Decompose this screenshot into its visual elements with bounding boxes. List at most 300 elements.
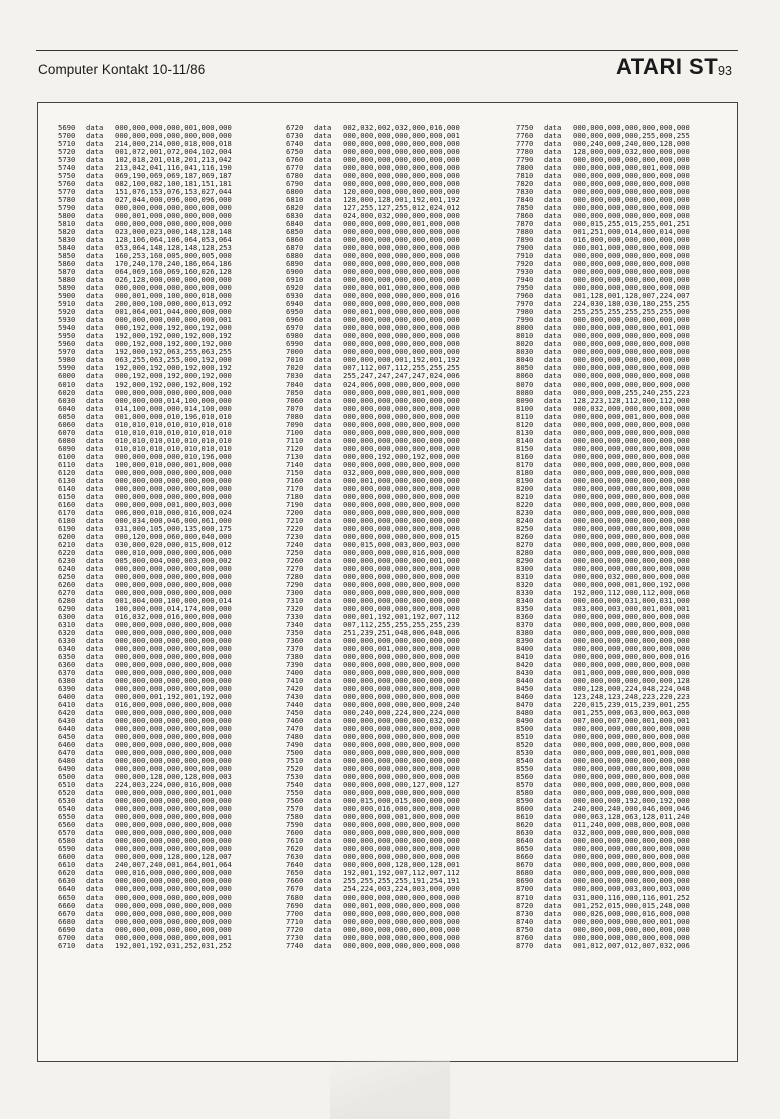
listing-line [516, 709, 690, 717]
line-number: 6510 [58, 781, 76, 790]
line-number: 8430 [516, 669, 534, 678]
data-values: 064,069,160,069,160,026,128 [115, 268, 232, 277]
listing-line [58, 276, 232, 284]
listing-line [286, 926, 460, 934]
listing-line [286, 637, 460, 645]
line-number: 6930 [286, 292, 304, 301]
data-keyword: data [86, 156, 104, 165]
data-keyword: data [544, 508, 562, 517]
data-keyword: data [86, 661, 104, 670]
data-values: 000,000,000,000,000,000,000 [343, 324, 460, 333]
listing-line [286, 845, 460, 853]
line-number: 7690 [286, 901, 304, 910]
data-keyword: data [314, 869, 332, 878]
listing-line [58, 845, 232, 853]
line-number: 8260 [516, 532, 534, 541]
data-keyword: data [86, 340, 104, 349]
line-number: 8290 [516, 556, 534, 565]
line-number: 8640 [516, 837, 534, 846]
listing-line [58, 813, 232, 821]
data-values: 000,000,000,000,000,000,000 [343, 396, 460, 405]
data-values: 000,000,000,000,000,000,000 [343, 845, 460, 854]
data-values: 000,000,000,000,000,000,000 [115, 468, 232, 477]
listing-line [58, 877, 232, 885]
data-values: 000,000,000,000,010,196,000 [115, 452, 232, 461]
data-keyword: data [86, 917, 104, 926]
line-number: 7240 [286, 540, 304, 549]
data-keyword: data [544, 869, 562, 878]
data-values: 200,000,100,000,000,013,092 [115, 300, 232, 309]
data-values: 082,100,082,100,181,151,181 [115, 180, 232, 189]
data-values: 000,000,000,000,127,000,127 [343, 781, 460, 790]
data-keyword: data [86, 236, 104, 245]
listing-line [516, 124, 690, 132]
data-values: 000,000,000,000,000,000,000 [115, 564, 232, 573]
listing-line [58, 324, 232, 332]
line-number: 8160 [516, 452, 534, 461]
data-keyword: data [544, 789, 562, 798]
listing-line [286, 613, 460, 621]
listing-line [58, 469, 232, 477]
line-number: 6070 [58, 428, 76, 437]
data-values: 000,032,000,000,000,000,000 [573, 404, 690, 413]
data-keyword: data [86, 148, 104, 157]
listing-line [516, 942, 690, 950]
line-number: 7440 [286, 701, 304, 710]
data-values: 000,000,000,000,000,000,000 [573, 508, 690, 517]
data-values: 000,000,000,000,000,000,000 [573, 628, 690, 637]
data-keyword: data [314, 252, 332, 261]
data-keyword: data [86, 596, 104, 605]
page-header [38, 52, 738, 82]
data-keyword: data [544, 677, 562, 686]
listing-line [516, 661, 690, 669]
data-values: 000,000,000,000,000,000,000 [115, 653, 232, 662]
data-keyword: data [314, 284, 332, 293]
data-values: 000,000,000,001,000,000,000 [343, 813, 460, 822]
line-number: 7670 [286, 885, 304, 894]
data-keyword: data [544, 853, 562, 862]
data-values: 000,000,000,000,000,001,000 [573, 917, 690, 926]
data-keyword: data [314, 564, 332, 573]
listing-line [286, 389, 460, 397]
data-values: 000,000,000,000,000,000,000 [573, 861, 690, 870]
data-keyword: data [86, 540, 104, 549]
data-values: 000,000,000,000,000,000,000 [343, 925, 460, 934]
data-keyword: data [314, 276, 332, 285]
listing-line [58, 477, 232, 485]
line-number: 7400 [286, 669, 304, 678]
line-number: 6150 [58, 492, 76, 501]
data-keyword: data [314, 861, 332, 870]
line-number: 6230 [58, 556, 76, 565]
listing-line [286, 164, 460, 172]
listing-line [286, 324, 460, 332]
data-values: 102,018,201,018,201,213,042 [115, 156, 232, 165]
data-keyword: data [86, 685, 104, 694]
line-number: 5970 [58, 348, 76, 357]
data-keyword: data [86, 653, 104, 662]
listing-line [58, 164, 232, 172]
line-number: 5760 [58, 180, 76, 189]
listing-line [516, 773, 690, 781]
data-values: 000,000,000,000,000,000,000 [573, 124, 690, 132]
data-values: 000,000,000,000,000,000,000 [343, 677, 460, 686]
line-number: 6180 [58, 516, 76, 525]
data-values: 000,000,000,000,000,000,000 [573, 516, 690, 525]
listing-line [516, 421, 690, 429]
data-values: 000,000,000,000,000,000,000 [573, 548, 690, 557]
data-values: 000,000,000,000,000,000,000 [343, 909, 460, 918]
listing-line [516, 469, 690, 477]
data-keyword: data [86, 484, 104, 493]
data-values: 123,248,123,248,223,220,223 [573, 693, 690, 702]
listing-line [516, 805, 690, 813]
data-values: 000,000,000,000,000,000,000 [115, 388, 232, 397]
line-number: 6800 [286, 188, 304, 197]
line-number: 8150 [516, 444, 534, 453]
listing-line [58, 541, 232, 549]
listing-line [58, 757, 232, 765]
data-keyword: data [314, 637, 332, 645]
data-values: 000,000,000,000,000,000,000 [115, 765, 232, 774]
data-keyword: data [86, 733, 104, 742]
line-number: 8110 [516, 412, 534, 421]
data-keyword: data [544, 877, 562, 886]
line-number: 7260 [286, 556, 304, 565]
listing-line [286, 934, 460, 942]
listing-line [516, 132, 690, 140]
data-keyword: data [314, 148, 332, 157]
listing-line [286, 894, 460, 902]
listing-line [286, 364, 460, 372]
listing-line [58, 517, 232, 525]
data-values: 000,000,000,000,000,000,000 [573, 532, 690, 541]
data-keyword: data [314, 709, 332, 718]
listing-line [58, 589, 232, 597]
line-number: 7550 [286, 789, 304, 798]
data-values: 000,000,000,000,000,000,000 [573, 845, 690, 854]
data-values: 000,000,000,000,000,000,000 [115, 492, 232, 501]
data-values: 000,000,000,000,000,000,000 [573, 564, 690, 573]
data-values: 128,106,064,106,064,053,064 [115, 236, 232, 245]
data-keyword: data [314, 604, 332, 613]
data-keyword: data [544, 124, 562, 132]
line-number: 8720 [516, 901, 534, 910]
data-keyword: data [544, 749, 562, 758]
data-keyword: data [314, 236, 332, 245]
line-number: 6370 [58, 669, 76, 678]
line-number: 7220 [286, 524, 304, 533]
data-values: 000,001,000,000,000,000,000 [343, 901, 460, 910]
line-number: 5820 [58, 228, 76, 237]
data-values: 000,000,000,001,192,001,192 [343, 356, 460, 365]
listing-line [58, 252, 232, 260]
data-keyword: data [314, 781, 332, 790]
data-values: 000,000,000,000,000,000,000 [573, 661, 690, 670]
data-keyword: data [86, 901, 104, 910]
data-values: 000,000,000,000,000,000,000 [573, 372, 690, 381]
data-values: 000,000,000,000,000,000,000 [343, 789, 460, 798]
listing-line [58, 421, 232, 429]
data-keyword: data [86, 524, 104, 533]
line-number: 5940 [58, 324, 76, 333]
line-number: 7380 [286, 653, 304, 662]
line-number: 8700 [516, 885, 534, 894]
data-values: 069,190,069,069,187,069,187 [115, 172, 232, 181]
data-keyword: data [544, 733, 562, 742]
data-keyword: data [86, 332, 104, 341]
line-number: 7500 [286, 749, 304, 758]
data-keyword: data [314, 476, 332, 485]
data-keyword: data [314, 316, 332, 325]
listing-line [286, 661, 460, 669]
line-number: 6620 [58, 869, 76, 878]
line-number: 8560 [516, 773, 534, 782]
line-number: 8080 [516, 388, 534, 397]
data-keyword: data [544, 596, 562, 605]
line-number: 8400 [516, 645, 534, 654]
listing-line [58, 781, 232, 789]
line-number: 8280 [516, 548, 534, 557]
data-values: 000,001,000,000,000,000,000 [343, 476, 460, 485]
listing-line [516, 741, 690, 749]
listing-line [516, 797, 690, 805]
data-values: 000,000,000,000,000,000,000 [343, 420, 460, 429]
line-number: 8580 [516, 789, 534, 798]
data-values: 160,253,160,005,000,005,000 [115, 252, 232, 261]
data-keyword: data [544, 500, 562, 509]
listing-line [58, 661, 232, 669]
data-values: 000,000,192,000,192,000,000 [343, 452, 460, 461]
data-keyword: data [314, 220, 332, 229]
listing-line [516, 172, 690, 180]
listing-line [516, 220, 690, 228]
listing-line [286, 308, 460, 316]
data-keyword: data [544, 196, 562, 205]
data-values: 213,042,041,116,041,116,190 [115, 164, 232, 173]
line-number: 6810 [286, 196, 304, 205]
listing-line [516, 429, 690, 437]
line-number: 6250 [58, 572, 76, 581]
data-values: 000,001,000,000,000,000,000 [343, 308, 460, 317]
data-values: 000,000,000,000,000,000,000 [573, 332, 690, 341]
listing-line [286, 477, 460, 485]
listing-line [286, 645, 460, 653]
data-values: 000,016,000,000,000,000,000 [115, 869, 232, 878]
listing-line [286, 749, 460, 757]
line-number: 6030 [58, 396, 76, 405]
data-keyword: data [544, 404, 562, 413]
listing-line [516, 845, 690, 853]
data-values: 000,000,000,000,000,000,000 [343, 500, 460, 509]
line-number: 6870 [286, 244, 304, 253]
data-keyword: data [544, 380, 562, 389]
listing-line [516, 180, 690, 188]
listing-line [286, 461, 460, 469]
data-values: 255,247,247,247,247,024,006 [343, 372, 460, 381]
data-values: 000,000,000,000,000,000,000 [115, 637, 232, 645]
data-values: 000,000,000,000,000,000,000 [343, 340, 460, 349]
data-values: 000,000,000,000,000,000,000 [115, 885, 232, 894]
data-values: 000,000,000,000,000,000,000 [115, 132, 232, 141]
header-rule [36, 50, 738, 51]
data-keyword: data [86, 781, 104, 790]
data-values: 000,000,000,000,000,000,000 [115, 805, 232, 814]
line-number: 7810 [516, 172, 534, 181]
line-number: 7980 [516, 308, 534, 317]
data-values: 151,076,153,076,153,027,044 [115, 188, 232, 197]
listing-line [286, 773, 460, 781]
line-number: 8510 [516, 733, 534, 742]
data-values: 000,000,000,000,000,000,001 [115, 933, 232, 942]
line-number: 6170 [58, 508, 76, 517]
line-number: 8520 [516, 741, 534, 750]
listing-line [516, 413, 690, 421]
data-keyword: data [314, 388, 332, 397]
data-values: 000,000,000,000,000,000,000 [115, 901, 232, 910]
data-keyword: data [86, 348, 104, 357]
data-keyword: data [544, 781, 562, 790]
data-keyword: data [86, 821, 104, 830]
data-values: 000,000,000,000,000,000,016 [343, 292, 460, 301]
data-values: 000,000,000,000,000,000,000 [573, 172, 690, 181]
data-keyword: data [544, 773, 562, 782]
data-keyword: data [314, 548, 332, 557]
line-number: 8240 [516, 516, 534, 525]
data-values: 128,000,128,001,192,001,192 [343, 196, 460, 205]
listing-line [58, 581, 232, 589]
data-keyword: data [314, 532, 332, 541]
listing-line [286, 717, 460, 725]
listing-line [58, 733, 232, 741]
line-number: 6090 [58, 444, 76, 453]
data-keyword: data [86, 813, 104, 822]
data-keyword: data [314, 340, 332, 349]
listing-line [58, 405, 232, 413]
data-keyword: data [544, 276, 562, 285]
listing-line [516, 894, 690, 902]
data-keyword: data [86, 925, 104, 934]
line-number: 7860 [516, 212, 534, 221]
data-keyword: data [314, 196, 332, 205]
data-keyword: data [314, 404, 332, 413]
line-number: 7800 [516, 164, 534, 173]
listing-line [58, 300, 232, 308]
data-keyword: data [544, 356, 562, 365]
data-keyword: data [544, 332, 562, 341]
listing-line [516, 308, 690, 316]
data-values: 000,000,000,000,000,000,000 [343, 564, 460, 573]
listing-line [58, 372, 232, 380]
data-values: 000,240,000,224,000,224,000 [343, 709, 460, 718]
data-values: 000,000,000,000,000,000,000 [115, 813, 232, 822]
listing-line [516, 372, 690, 380]
data-keyword: data [544, 516, 562, 525]
listing-line [58, 637, 232, 645]
data-keyword: data [544, 492, 562, 501]
data-keyword: data [86, 180, 104, 189]
line-number: 5800 [58, 212, 76, 221]
line-number: 7100 [286, 428, 304, 437]
data-keyword: data [86, 516, 104, 525]
listing-line [286, 942, 460, 950]
listing-line [516, 445, 690, 453]
listing-line [286, 252, 460, 260]
line-number: 8680 [516, 869, 534, 878]
data-values: 001,012,007,012,007,032,006 [573, 941, 690, 950]
line-number: 7700 [286, 909, 304, 918]
line-number: 7450 [286, 709, 304, 718]
listing-line [58, 805, 232, 813]
data-keyword: data [544, 164, 562, 173]
listing-line [516, 885, 690, 893]
line-number: 7020 [286, 364, 304, 373]
listing-line [286, 268, 460, 276]
listing-column-2 [286, 124, 460, 950]
listing-line [286, 765, 460, 773]
data-keyword: data [86, 292, 104, 301]
data-values: 001,000,000,000,000,000,000 [573, 669, 690, 678]
listing-line [516, 685, 690, 693]
data-keyword: data [314, 588, 332, 597]
listing-line [516, 789, 690, 797]
data-values: 000,000,000,003,000,003,000 [573, 885, 690, 894]
line-number: 8120 [516, 420, 534, 429]
line-number: 7200 [286, 508, 304, 517]
data-keyword: data [314, 765, 332, 774]
line-number: 7540 [286, 781, 304, 790]
line-number: 6420 [58, 709, 76, 718]
line-number: 5710 [58, 140, 76, 149]
line-number: 6860 [286, 236, 304, 245]
data-keyword: data [314, 516, 332, 525]
data-values: 000,026,000,000,016,000,000 [573, 909, 690, 918]
line-number: 6700 [58, 933, 76, 942]
line-number: 6140 [58, 484, 76, 493]
listing-line [286, 493, 460, 501]
data-keyword: data [544, 933, 562, 942]
listing-line [516, 292, 690, 300]
listing-line [516, 725, 690, 733]
data-values: 000,000,000,000,000,000,000 [343, 180, 460, 189]
listing-line [516, 228, 690, 236]
data-keyword: data [314, 556, 332, 565]
data-keyword: data [544, 701, 562, 710]
line-number: 8660 [516, 853, 534, 862]
listing-line [516, 829, 690, 837]
listing-line [516, 677, 690, 685]
data-values: 000,000,000,000,000,000,000 [573, 460, 690, 469]
data-values: 000,000,000,000,000,000,015 [343, 532, 460, 541]
listing-line [58, 621, 232, 629]
listing-line [286, 284, 460, 292]
listing-line [516, 348, 690, 356]
data-values: 000,000,000,000,000,000,000 [573, 268, 690, 277]
line-number: 7990 [516, 316, 534, 325]
data-values: 000,000,000,192,000,192,000 [573, 797, 690, 806]
listing-line [286, 437, 460, 445]
data-values: 000,000,000,000,000,000,000 [573, 204, 690, 213]
listing-line [516, 861, 690, 869]
line-number: 7390 [286, 661, 304, 670]
line-number: 7320 [286, 604, 304, 613]
listing-line [516, 268, 690, 276]
listing-line [58, 244, 232, 252]
listing-line [516, 509, 690, 517]
line-number: 7070 [286, 404, 304, 413]
line-number: 6740 [286, 140, 304, 149]
